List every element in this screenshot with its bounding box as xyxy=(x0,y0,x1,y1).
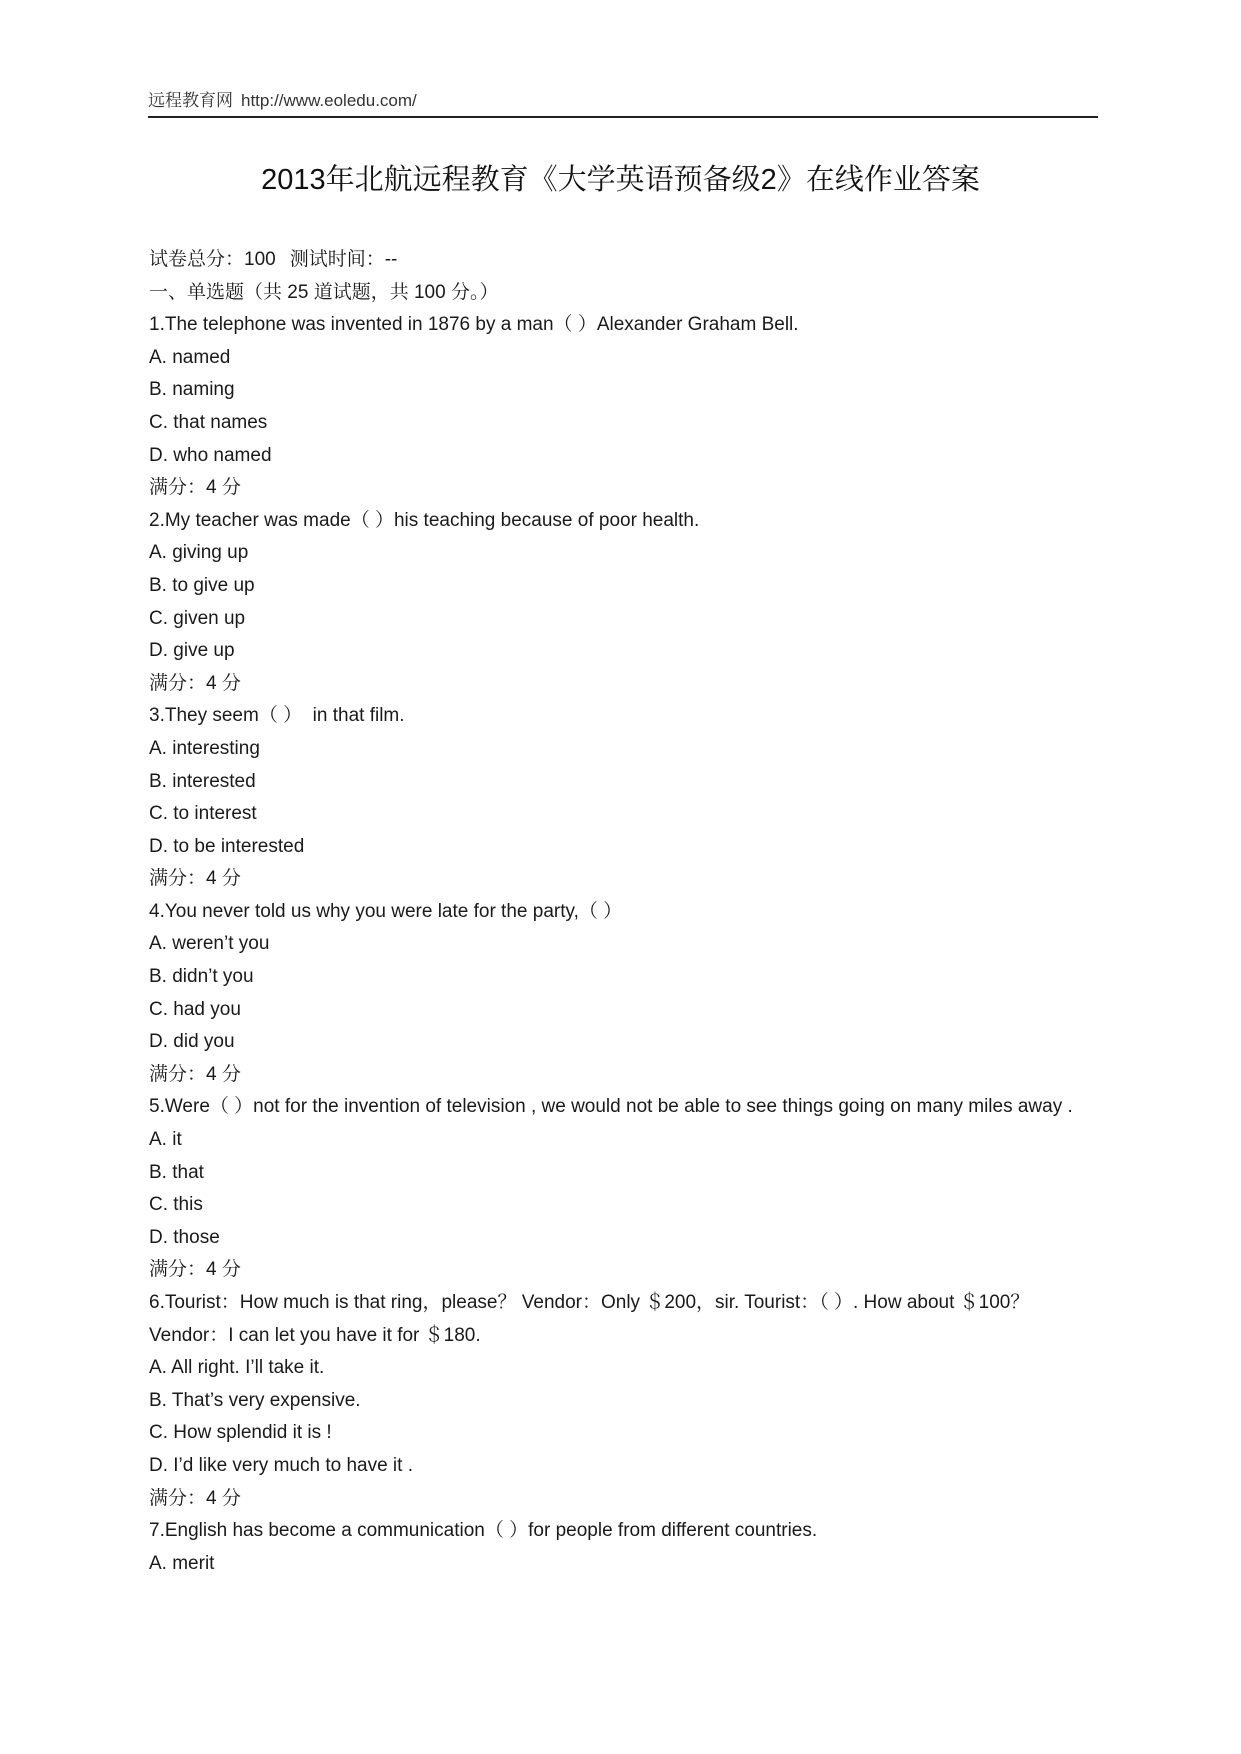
page-header xyxy=(148,86,1098,118)
question-score: 满分：4 分 xyxy=(149,1063,241,1085)
option-b: B. that xyxy=(149,1161,204,1183)
option-c: C. How splendid it is ! xyxy=(149,1422,332,1444)
option-a: A. giving up xyxy=(149,542,249,564)
option-b: B. naming xyxy=(149,379,235,401)
option-d: D. who named xyxy=(149,444,272,466)
option-a: A. it xyxy=(149,1129,182,1151)
option-c: C. this xyxy=(149,1194,203,1216)
test-meta xyxy=(149,244,1099,277)
question-6 xyxy=(149,1287,1099,1515)
option-d: D. did you xyxy=(149,1031,235,1053)
option-c: C. given up xyxy=(149,607,246,629)
option-c: C. had you xyxy=(149,998,241,1020)
question-score: 满分：4 分 xyxy=(149,1259,241,1281)
question-score: 满分：4 分 xyxy=(149,672,241,694)
header-site-name: 远程教育网 xyxy=(148,91,233,110)
option-b: B. didn’t you xyxy=(149,966,254,988)
option-a: A. merit xyxy=(149,1552,215,1574)
question-stem: 7.English has become a communication（ ）for people from different countries. xyxy=(149,1520,818,1542)
question-1 xyxy=(149,309,1099,505)
option-d: D. those xyxy=(149,1226,220,1248)
question-7 xyxy=(149,1515,1099,1580)
option-c: C. that names xyxy=(149,411,268,433)
question-score: 满分：4 分 xyxy=(149,1487,241,1509)
header-url[interactable]: http://www.eoledu.com/ xyxy=(241,91,417,110)
question-stem: 4.You never told us why you were late for the party,（ ） xyxy=(149,900,623,922)
question-5 xyxy=(149,1091,1099,1287)
question-stem: 6.Tourist：How much is that ring，please？ Vendor：Only ＄200，sir. Tourist：（ ）. How about ＄100？ Vendor：I can let you have it for ＄180. xyxy=(149,1292,1030,1346)
question-2 xyxy=(149,505,1099,701)
option-d: D. give up xyxy=(149,640,235,662)
question-score: 满分：4 分 xyxy=(149,477,241,499)
option-b: B. That’s very expensive. xyxy=(149,1389,361,1411)
question-stem: 5.Were（ ）not for the invention of television , we would not be able to see things going on many miles away . xyxy=(149,1096,1073,1118)
option-d: D. I’d like very much to have it . xyxy=(149,1454,413,1476)
option-a: A. weren’t you xyxy=(149,933,270,955)
option-a: A. named xyxy=(149,346,231,368)
question-stem: 2.My teacher was made（ ）his teaching because of poor health. xyxy=(149,509,700,531)
total-score: 试卷总分：100 xyxy=(149,249,276,270)
question-stem: 1.The telephone was invented in 1876 by a man（ ）Alexander Graham Bell. xyxy=(149,314,799,336)
question-4 xyxy=(149,896,1099,1092)
option-a: A. interesting xyxy=(149,737,260,759)
test-time: 测试时间：-- xyxy=(289,249,398,270)
question-score: 满分：4 分 xyxy=(149,868,241,890)
option-b: B. interested xyxy=(149,770,256,792)
document-title: 2013年北航远程教育《大学英语预备级2》在线作业答案 xyxy=(261,164,980,196)
question-3 xyxy=(149,700,1099,896)
option-d: D. to be interested xyxy=(149,835,305,857)
question-stem: 3.They seem（ ） in that film. xyxy=(149,705,405,727)
section-heading: 一、单选题（共 25 道试题，共 100 分。） xyxy=(149,281,499,303)
option-c: C. to interest xyxy=(149,803,257,825)
document-body xyxy=(149,244,1099,1580)
option-b: B. to give up xyxy=(149,574,255,596)
option-a: A. All right. I’ll take it. xyxy=(149,1357,325,1379)
